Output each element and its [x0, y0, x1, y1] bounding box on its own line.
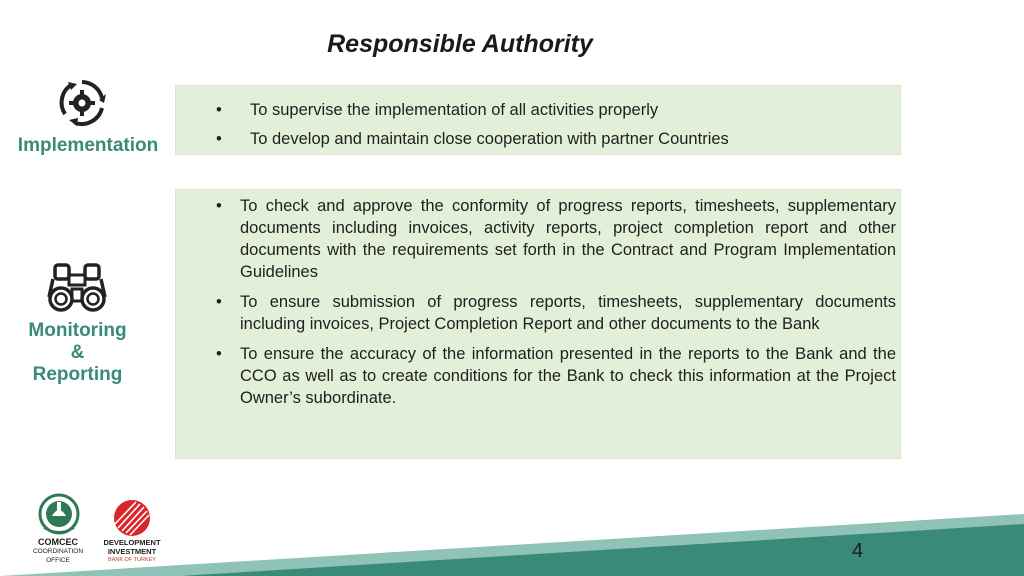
monitoring-list [176, 190, 900, 409]
monitoring-item-text: To check and approve the conformity of progress reports, timesheets, supplementary documents including invoices, activity reports, project completion report and other documents with the requirements set forth in the Contract and Program Implementation Guidelines [240, 197, 896, 281]
dib-line2: INVESTMENT [107, 547, 157, 556]
monitoring-reporting-label [20, 320, 135, 386]
comcec-sub2: OFFICE [46, 557, 70, 564]
monitoring-item [176, 195, 896, 283]
gear-cycle-icon [55, 76, 109, 130]
implementation-item [176, 96, 900, 125]
implementation-item-text: To supervise the implementation of all activities properly [250, 101, 659, 119]
dib-caption [96, 538, 168, 565]
slide-title [0, 30, 1024, 59]
comcec-caption [22, 538, 94, 565]
comcec-name: COMCEC [38, 537, 78, 547]
monitoring-label-line2: & [70, 342, 85, 363]
implementation-label: Implementation [17, 135, 159, 156]
bullet: • [216, 345, 222, 363]
page-number: 4 [852, 540, 864, 562]
binoculars-icon [46, 263, 108, 313]
monitoring-label-line1: Monitoring [28, 320, 127, 341]
bullet: • [216, 197, 222, 215]
comcec-sub1: COORDINATION [32, 548, 84, 555]
implementation-list [176, 86, 900, 154]
bullet: • [216, 130, 222, 148]
implementation-box [175, 85, 901, 155]
implementation-item-text: To develop and maintain close cooperation with partner Countries [250, 130, 729, 148]
dib-line1: DEVELOPMENT [103, 538, 161, 547]
bullet: • [216, 293, 222, 311]
monitoring-item-text: To ensure the accuracy of the information presented in the reports to the Bank and the CCO as well as to create conditions for the Bank to check this information at the Project Owner’s subordinate. [240, 345, 896, 407]
bullet: • [216, 101, 222, 119]
dib-line3: BANK OF TURKEY [108, 557, 156, 563]
monitoring-item [176, 343, 896, 409]
monitoring-item [176, 291, 896, 335]
slide-title-text: Responsible Authority [327, 30, 593, 58]
implementation-item [176, 125, 900, 154]
monitoring-box [175, 189, 901, 459]
monitoring-label-line3: Reporting [32, 364, 123, 385]
monitoring-item-text: To ensure submission of progress reports, timesheets, supplementary documents including invoices, Project Completion Report and other documents to the Bank [240, 293, 896, 333]
